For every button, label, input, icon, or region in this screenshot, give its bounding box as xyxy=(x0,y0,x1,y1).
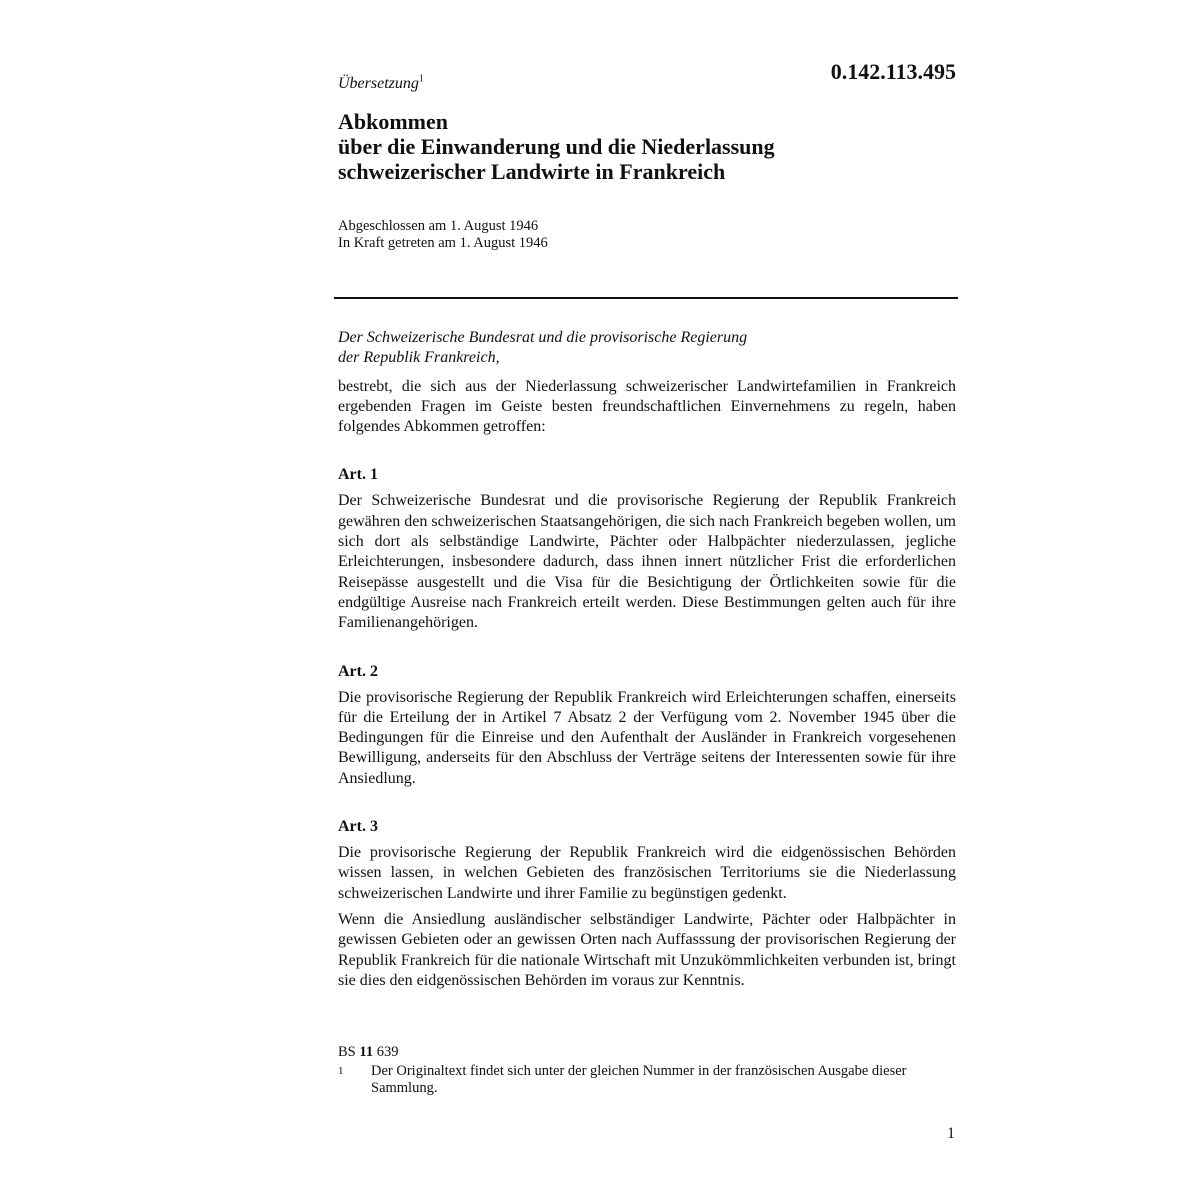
preamble-line: der Republik Frankreich, xyxy=(338,349,500,367)
source-prefix: BS xyxy=(338,1044,356,1060)
preamble-parties xyxy=(338,328,956,369)
article-heading: Art. 1 xyxy=(338,466,378,484)
footer xyxy=(338,1044,938,1097)
in-force-date: In Kraft getreten am 1. August 1946 xyxy=(338,235,548,251)
page-number: 1 xyxy=(947,1125,955,1142)
article-paragraph: Wenn die Ansiedlung ausländischer selbständiger Landwirte, Pächter oder Halbpächter in gewissen Gebieten oder an gewissen Orten nach Auffasssung der provisorischen Regierung der Republik Frankreich für die nationale Wirtschaft mit Unzukömmlichkeiten verbunden ist, bringt sie dies den eidgenössischen Behörden im voraus zur Kenntnis. xyxy=(338,910,956,989)
page-title xyxy=(338,109,958,184)
source-reference xyxy=(338,1044,938,1061)
title-line: schweizerischer Landwirte in Frankreich xyxy=(338,159,726,184)
preamble-text: bestrebt, die sich aus der Niederlassung schweizerischer Landwirtefamilien in Frankreich ergebenden Fragen im Geiste besten freundschaftlichen Einvernehmens zu regeln, haben folgendes Abkommen getroffen: xyxy=(338,377,956,436)
sr-number: 0.142.113.495 xyxy=(830,59,956,84)
footnote-mark[interactable]: 1 xyxy=(418,73,424,85)
article-heading: Art. 2 xyxy=(338,662,378,680)
footnote xyxy=(338,1063,938,1097)
title-line: über die Einwanderung und die Niederlassung xyxy=(338,134,775,159)
footnote-text: Der Originaltext findet sich unter der gleichen Nummer in der französischen Ausgabe dieser Sammlung. xyxy=(371,1063,907,1096)
translation-text: Übersetzung xyxy=(338,75,419,92)
footnote-number: 1 xyxy=(338,1065,344,1077)
dates-block xyxy=(338,218,548,252)
title-line: Abkommen xyxy=(338,109,449,134)
divider xyxy=(334,297,958,299)
article-heading: Art. 3 xyxy=(338,818,378,836)
body-text xyxy=(338,328,956,991)
source-page: 639 xyxy=(376,1044,399,1060)
article-paragraph: Die provisorische Regierung der Republik Frankreich wird die eidgenössischen Behörden wissen lassen, in welchen Gebieten des französischen Territoriums sie die Niederlassung schweizerischen Landwirte und ihrer Familie zu begünstigen gedenkt. xyxy=(338,844,956,902)
translation-label xyxy=(338,74,424,94)
preamble-line: Der Schweizerische Bundesrat und die provisorische Regierung xyxy=(338,329,748,346)
source-volume: 11 xyxy=(359,1044,374,1060)
article-paragraph: Der Schweizerische Bundesrat und die provisorische Regierung der Republik Frankreich gewähren den schweizerischen Staatsangehörigen, die sich nach Frankreich begeben wollen, um sich dort als selbständige Landwirte, Pächter oder Halbpächter niederzulassen, jegliche Erleichterungen, insbesondere dadurch, dass ihnen innert nützlicher Frist die erforderlichen Reisepässe ausgestellt und die Visa für die Besichtigung der Örtlichkeiten sowie für die endgültige Ausreise nach Frankreich erteilt werden. Diese Bestimmungen gelten auch für ihre Familienangehörigen. xyxy=(338,492,956,632)
article-paragraph: Die provisorische Regierung der Republik Frankreich wird Erleichterungen schaffen, einerseits für die Erteilung der in Artikel 7 Absatz 2 der Verfügung vom 2. November 1945 über die Bedingungen für die Einreise und den Aufenthalt der Ausländer in Frankreich vorgesehenen Bewilligung, anderseits für den Abschluss der Verträge seitens der Interessenten sowie für ihre Ansiedlung. xyxy=(338,688,956,787)
concluded-date: Abgeschlossen am 1. August 1946 xyxy=(338,218,539,234)
